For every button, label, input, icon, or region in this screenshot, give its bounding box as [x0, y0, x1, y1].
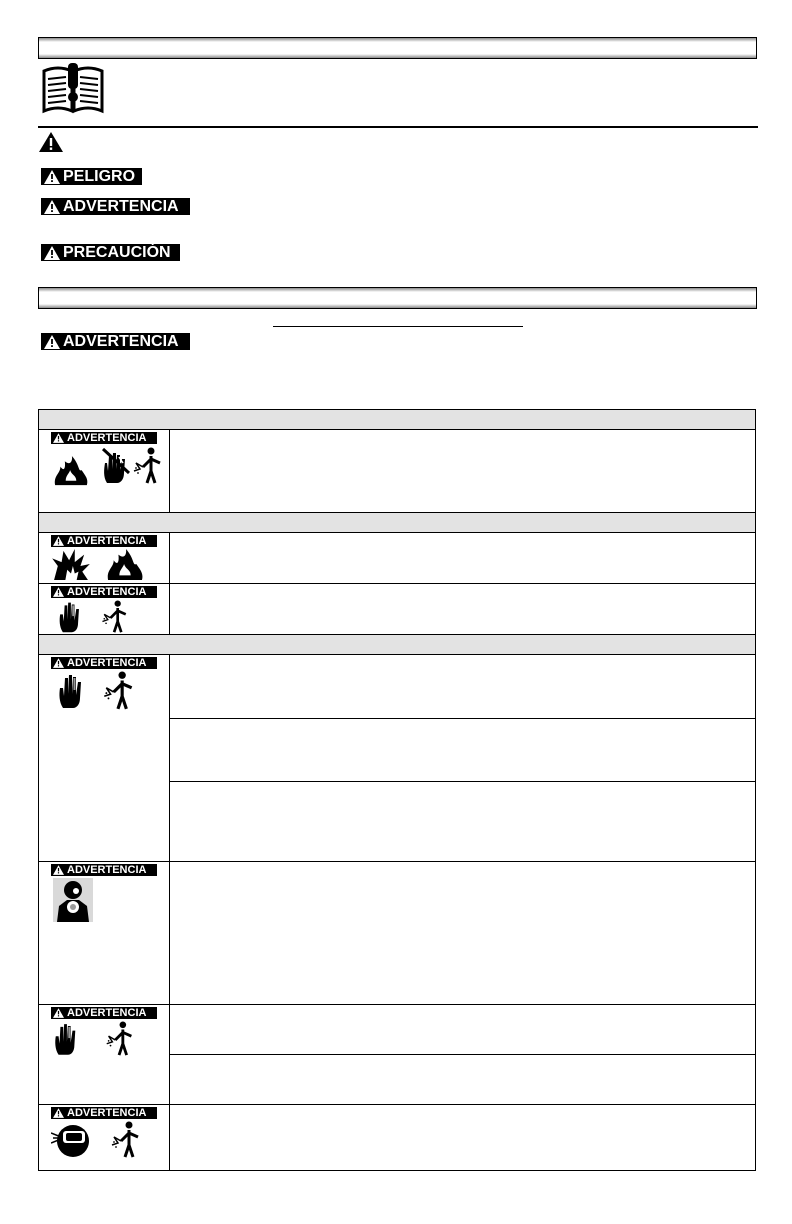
manual-book-icon	[40, 63, 106, 115]
advertencia-label-main	[41, 333, 190, 350]
advertencia-badge	[51, 432, 157, 444]
text-cell	[170, 782, 756, 862]
badge-text: ADVERTENCIA	[67, 534, 147, 547]
peligro-text: PELIGRO	[63, 167, 136, 185]
table-section-header	[39, 410, 756, 430]
icon-cell	[39, 584, 170, 635]
warning-triangle-icon	[38, 131, 64, 153]
warning-triangle-icon	[53, 1008, 64, 1018]
text-cell	[170, 584, 756, 635]
underline-rule	[273, 326, 523, 327]
icon-cell	[39, 655, 170, 862]
advertencia-label	[41, 198, 190, 215]
table-row	[39, 655, 756, 719]
fire-icon	[51, 456, 91, 486]
badge-text: ADVERTENCIA	[67, 863, 147, 876]
table-row	[39, 430, 756, 513]
warning-triangle-icon	[53, 658, 64, 668]
hand-icon	[57, 671, 85, 711]
no-touch-hand-icon	[101, 446, 131, 486]
divider-rule	[38, 126, 758, 128]
text-cell	[170, 1055, 756, 1105]
warning-triangle-icon	[44, 246, 60, 260]
hand-icon	[53, 1021, 79, 1057]
explosion-icon	[51, 549, 91, 581]
advertencia-text: ADVERTENCIA	[63, 197, 179, 215]
warning-triangle-icon	[53, 433, 64, 443]
warning-triangle-icon	[53, 865, 64, 875]
electric-shock-icon	[105, 1021, 135, 1057]
electric-shock-icon	[101, 600, 129, 634]
icon-cell	[39, 533, 170, 584]
warning-triangle-icon	[53, 1108, 64, 1118]
advertencia-badge	[51, 864, 157, 876]
warning-triangle-icon	[44, 170, 60, 184]
fire-icon	[105, 549, 145, 581]
advertencia-badge	[51, 586, 157, 598]
icon-cell	[39, 430, 170, 513]
respirator-icon	[53, 878, 93, 922]
icon-cell	[39, 1005, 170, 1105]
text-cell	[170, 1105, 756, 1171]
warning-triangle-icon	[53, 536, 64, 546]
advertencia-badge	[51, 535, 157, 547]
electric-shock-icon	[133, 446, 163, 486]
advertencia-badge	[51, 1107, 157, 1119]
advertencia-badge	[51, 1007, 157, 1019]
electric-shock-icon	[111, 1121, 141, 1159]
text-cell	[170, 533, 756, 584]
table-row	[39, 584, 756, 635]
table-row	[39, 862, 756, 1005]
badge-text: ADVERTENCIA	[67, 656, 147, 669]
text-cell	[170, 1005, 756, 1055]
badge-text: ADVERTENCIA	[67, 585, 147, 598]
table-row	[39, 533, 756, 584]
badge-text: ADVERTENCIA	[67, 1006, 147, 1019]
table-row	[39, 1005, 756, 1055]
warning-triangle-icon	[44, 200, 60, 214]
safety-goggles-icon	[51, 1123, 91, 1159]
text-cell	[170, 655, 756, 719]
icon-cell	[39, 862, 170, 1005]
section-header-bar-1	[38, 37, 757, 59]
advertencia-text: ADVERTENCIA	[63, 332, 179, 350]
section-header-bar-2	[38, 287, 757, 309]
warning-triangle-icon	[44, 335, 60, 349]
warning-table	[38, 409, 756, 1171]
badge-text: ADVERTENCIA	[67, 431, 147, 444]
text-cell	[170, 719, 756, 782]
table-section-header	[39, 635, 756, 655]
advertencia-badge	[51, 657, 157, 669]
warning-triangle-icon	[53, 587, 64, 597]
text-cell	[170, 430, 756, 513]
hand-icon	[57, 600, 83, 634]
text-cell	[170, 862, 756, 1005]
peligro-label	[41, 168, 142, 185]
table-section-header	[39, 513, 756, 533]
electric-shock-icon	[103, 671, 135, 711]
icon-cell	[39, 1105, 170, 1171]
badge-text: ADVERTENCIA	[67, 1106, 147, 1119]
precaucion-label	[41, 244, 180, 261]
table-row	[39, 1105, 756, 1171]
precaucion-text: PRECAUCIÓN	[63, 243, 171, 261]
